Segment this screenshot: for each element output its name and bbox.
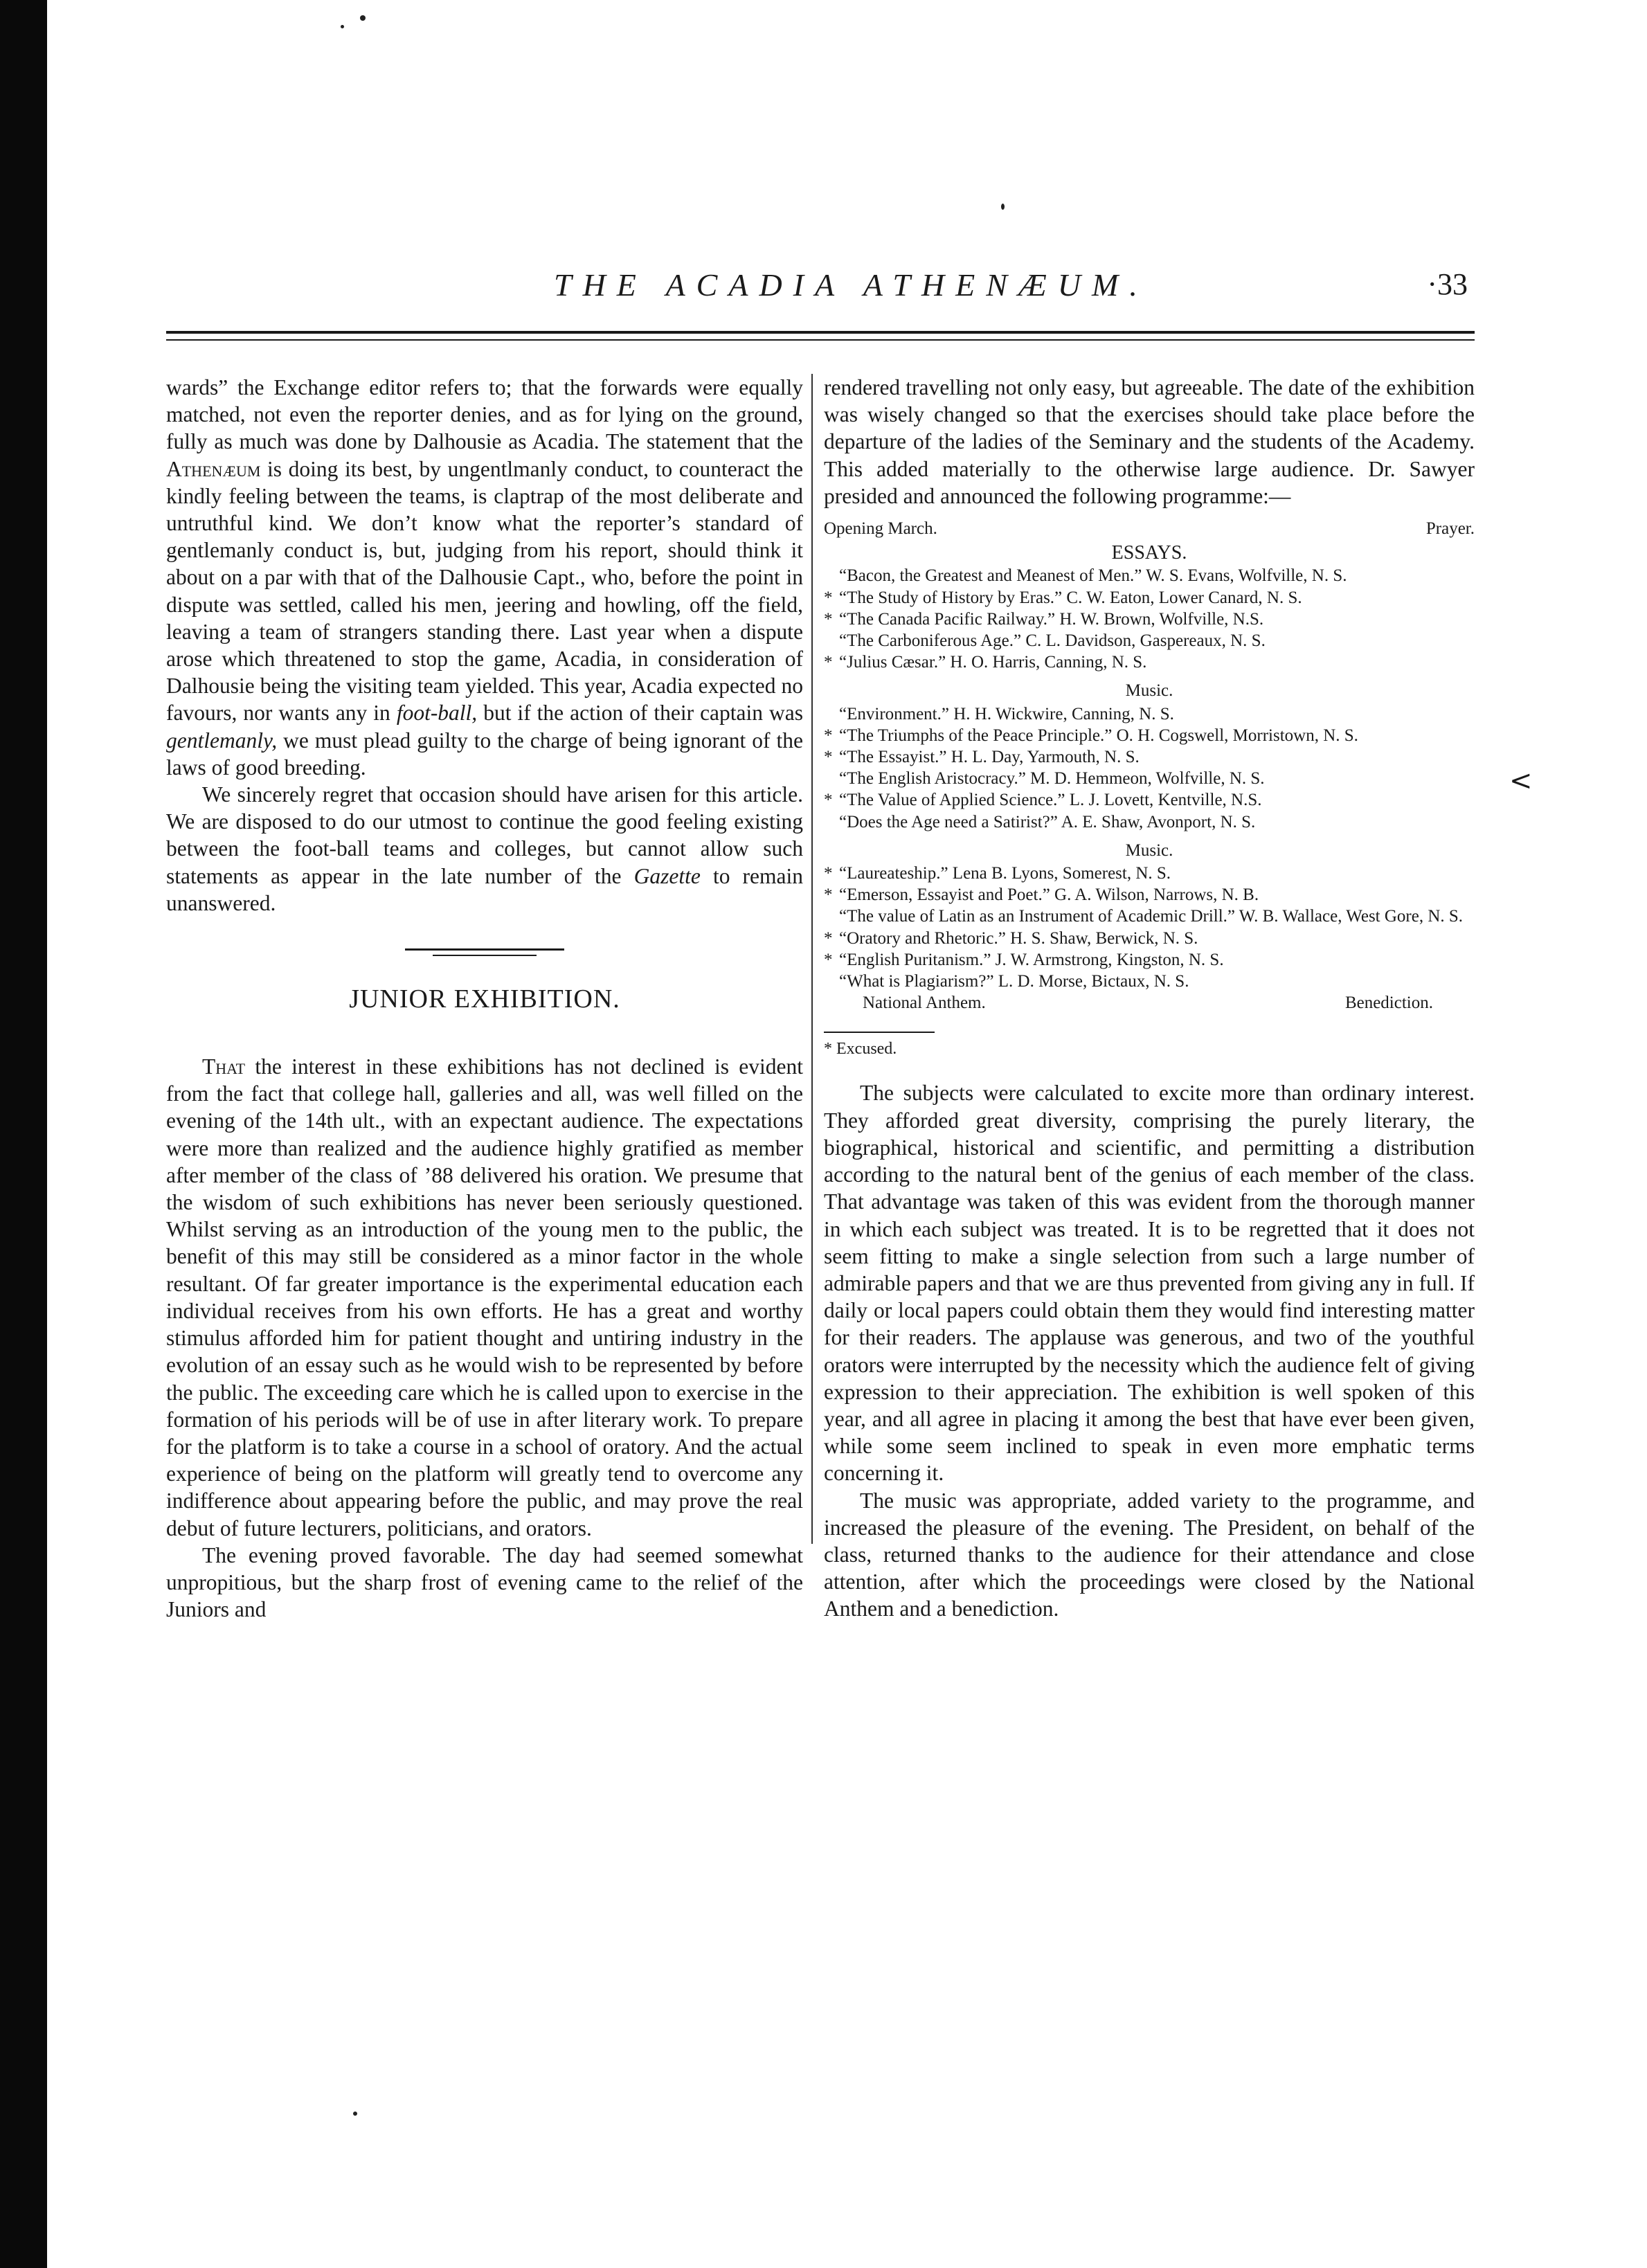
programme-entry xyxy=(824,587,1475,609)
programme-entry xyxy=(824,971,1475,992)
programme-opening-row: Opening March. Prayer. xyxy=(824,519,1475,539)
right-column xyxy=(824,374,1475,1623)
closing-paragraph: The music was appropriate, added variety to the programme, and increased the pleasure of the evening. The President, on behalf of the class, returned thanks to the audience for their attendance and close attention, after which the proceedings were closed by the National Anthem and a benediction. xyxy=(824,1488,1475,1621)
programme-entry-text: “Environment.” H. H. Wickwire, Canning, N. S. xyxy=(839,704,1174,723)
margin-mark: < xyxy=(1509,765,1533,797)
programme-entry-text: “English Puritanism.” J. W. Armstrong, Kingston, N. S. xyxy=(839,950,1224,969)
programme-entry xyxy=(824,651,1475,673)
footnote-rule xyxy=(824,1032,935,1033)
programme-closing-row: National Anthem. Benediction. xyxy=(863,993,1433,1013)
section-title: JUNIOR EXHIBITION. xyxy=(349,984,620,1014)
programme-group xyxy=(824,863,1475,992)
programme-entry-text: “The Carboniferous Age.” C. L. Davidson, Gaspereaux, N. S. xyxy=(839,631,1266,651)
programme-entry xyxy=(824,609,1475,630)
excused-marker: * xyxy=(824,791,833,810)
column-divider xyxy=(811,374,813,1544)
athenaeum-name: Athenæum xyxy=(166,456,261,481)
programme-entry xyxy=(824,863,1475,884)
header-rule-thin xyxy=(166,339,1475,341)
ink-speck xyxy=(1001,204,1005,210)
programme-entry xyxy=(824,949,1475,971)
excused-marker: * xyxy=(824,653,833,672)
programme-entry xyxy=(824,725,1475,746)
programme-entry-text: “Does the Age need a Satirist?” A. E. Shaw, Avonport, N. S. xyxy=(839,812,1256,831)
excused-marker: * xyxy=(824,588,833,607)
programme-intro-paragraph: rendered travelling not only easy, but agreeable. The date of the exhibition was wisely changed so that the exercises should take place before the departure of the ladies of the Seminary and the students of the Academy. This added materially to the otherwise large audience. Dr. Sawyer presided and announced the following programme:— xyxy=(824,375,1475,508)
programme-entry-text: “The English Aristocracy.” M. D. Hemmeon, Wolfville, N. S. xyxy=(839,769,1265,789)
programme-entry xyxy=(824,906,1475,927)
programme-entry-text: “The Canada Pacific Railway.” H. W. Brown, Wolfville, N.S. xyxy=(839,609,1264,629)
programme-music-heading: Music. xyxy=(1125,840,1173,860)
programme-group xyxy=(824,703,1475,833)
article-closing-paragraph: We sincerely regret that occasion should have arisen for this article. We are disposed to do our utmost to continue the good feeling existing between the foot-ball teams and colleges, but cannot allow such statements as appear in the late number of the Gazette to remain unanswered. xyxy=(166,782,804,915)
ink-speck xyxy=(353,2112,357,2116)
programme-entry-text: “Julius Cæsar.” H. O. Harris, Canning, N. S. xyxy=(839,653,1147,672)
programme-entry xyxy=(824,811,1475,833)
programme-entry xyxy=(824,630,1475,651)
programme-group xyxy=(824,565,1475,673)
programme-entry-text: “Emerson, Essayist and Poet.” G. A. Wilson, Narrows, N. B. xyxy=(839,885,1259,905)
programme-entry xyxy=(824,884,1475,906)
excused-marker: * xyxy=(824,726,833,745)
page-number: ·33 xyxy=(1427,267,1468,301)
programme-entry xyxy=(824,928,1475,949)
programme-entry-text: “The Essayist.” H. L. Day, Yarmouth, N. S. xyxy=(839,748,1140,767)
programme-entry-text: “The Triumphs of the Peace Principle.” O. H. Cogswell, Morristown, N. S. xyxy=(839,726,1358,745)
programme-entry-text: “The value of Latin as an Instrument of Academic Drill.” W. B. Wallace, West Gore, N. S. xyxy=(839,907,1464,926)
programme-entry-text: “The Value of Applied Science.” L. J. Lovett, Kentville, N.S. xyxy=(839,791,1262,810)
excused-marker: * xyxy=(824,864,833,883)
excused-marker: * xyxy=(824,609,833,629)
excused-marker: * xyxy=(824,928,833,948)
ink-speck xyxy=(360,15,366,21)
ink-speck xyxy=(341,25,344,28)
header-rule-thick xyxy=(166,331,1475,334)
section-divider-rule xyxy=(433,955,537,956)
programme-entry-text: “Oratory and Rhetoric.” H. S. Shaw, Berwick, N. S. xyxy=(839,928,1198,948)
excused-marker: * xyxy=(824,950,833,969)
programme-music-heading: Music. xyxy=(1125,681,1173,701)
programme-entry-text: “Laureateship.” Lena B. Lyons, Somerest, N. S. xyxy=(839,864,1171,883)
programme-entry xyxy=(824,746,1475,768)
section-divider-rule xyxy=(405,948,564,951)
programme-entry xyxy=(824,703,1475,725)
programme-entry-text: “What is Plagiarism?” L. D. Morse, Bictaux, N. S. xyxy=(839,972,1189,991)
article-continuation-paragraph: wards” the Exchange editor refers to; that the forwards were equally matched, not even the reporter denies, and as for lying on the ground, fully as much was done by Dalhousie as Acadia. The statement that the Athenæum is doing its best, by ungentlmanly conduct, to counteract the kindly feeling between the teams, is claptrap of the most deliberate and untruthful kind. We don’t know what the reporter’s standard of gentlemanly conduct is, but, judging from his report, should think it about on a par with that of the Dalhousie Capt., who, before the point in dispute was settled, called his men, jeering and howling, off the field, leaving a team of strangers standing there. Last year when a dispute arose which threatened to stop the game, Acadia, in consideration of Dalhousie being the visiting team yielded. This year, Acadia expected no favours, nor wants any in foot-ball, but if the action of their captain was gentlemanly, we must plead guilty to the charge of being ignorant of the laws of good breeding. xyxy=(166,375,804,780)
page-binding-edge xyxy=(0,0,47,2268)
programme-entry-text: “Bacon, the Greatest and Meanest of Men.” W. S. Evans, Wolfville, N. S. xyxy=(839,566,1347,586)
exhibition-evening-paragraph: The evening proved favorable. The day had seemed somewhat unpropitious, but the sharp frost of evening came to the relief of the Juniors and xyxy=(166,1542,803,1622)
programme-entry xyxy=(824,789,1475,811)
programme-entry-text: “The Study of History by Eras.” C. W. Eaton, Lower Canard, N. S. xyxy=(839,588,1302,607)
programme-list xyxy=(824,518,1475,1014)
excused-marker: * xyxy=(824,885,833,905)
exhibition-intro-paragraph: That the interest in these exhibitions has not declined is evident from the fact that college hall, galleries and all, was well filled on the evening of the 14th ult., with an expectant audience. The expectations were more than realized and the audience highly gratified as member after member of the class of ’88 delivered his oration. We presume that the wisdom of such exhibitions has never been seriously questioned. Whilst serving as an introduction of the young men to the public, the benefit of this may still be considered as a minor factor in the whole resultant. Of far greater importance is the experimental education each individual receives from his own efforts. He has a great and worthy stimulus afforded him for patient thought and untiring industry in the evolution of an essay such as he would wish to be represented by before the public. The exceeding care which he is called upon to exercise in the formation of his periods will be of use in after literary work. To prepare for the platform is to take a course in a school of oratory. And the actual experience of being on the platform will greatly tend to overcome any indifference about appearing before the public, and may prove the real debut of future lecturers, politicians, and orators. xyxy=(166,1054,803,1540)
programme-essays-heading: ESSAYS. xyxy=(1111,542,1187,564)
running-title: THE ACADIA ATHENÆUM. xyxy=(554,267,1149,303)
programme-entry xyxy=(824,565,1475,586)
page-header xyxy=(166,267,1468,315)
excused-marker: * xyxy=(824,748,833,767)
programme-entry xyxy=(824,768,1475,789)
left-column xyxy=(166,374,803,1623)
footnote: * Excused. xyxy=(824,1040,897,1059)
review-paragraph: The subjects were calculated to excite more than ordinary interest. They afforded great diversity, comprising the purely literary, the biographical, historical and scientific, and permitting a distribution according to the natural bent of the genius of each member of the class. That advantage was taken of this was evident from the thorough manner in which each subject was treated. It is to be regretted that it does not seem fitting to make a single selection from such a large number of admirable papers and that we are thus prevented from giving any in full. If daily or local papers could obtain them they would find interesting matter for their readers. The applause was generous, and two of the youthful orators were interrupted by the necessity which the audience felt of giving expression to their appreciation. The exhibition is well spoken of this year, and all agree in placing it among the best that have ever been given, while some seem inclined to speak in even more emphatic terms concerning it. xyxy=(824,1081,1475,1486)
